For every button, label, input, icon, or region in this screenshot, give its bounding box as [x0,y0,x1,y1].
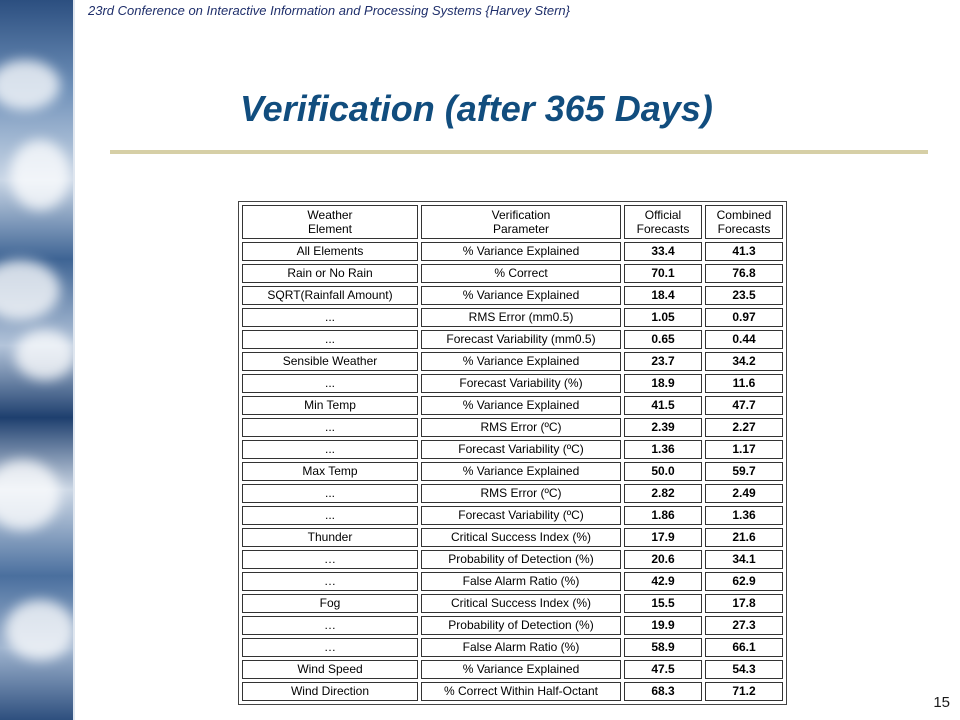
column-header-combined-forecasts [705,205,783,239]
cell-combined-forecast: 1.36 [705,506,783,525]
cell-weather-element: Wind Direction [242,682,418,701]
table-row [242,352,783,371]
table-row [242,308,783,327]
cell-combined-forecast: 27.3 [705,616,783,635]
cell-combined-forecast: 34.1 [705,550,783,569]
table-row [242,396,783,415]
cell-official-forecast: 47.5 [624,660,702,679]
cell-weather-element: … [242,572,418,591]
cell-weather-element: All Elements [242,242,418,261]
cell-verification-parameter: Critical Success Index (%) [421,528,621,547]
column-header-line: Official [644,208,682,222]
cell-official-forecast: 1.86 [624,506,702,525]
table-row [242,682,783,701]
cell-weather-element: … [242,616,418,635]
cell-weather-element: Min Temp [242,396,418,415]
cell-official-forecast: 2.82 [624,484,702,503]
table-row [242,374,783,393]
column-header-line: Forecasts [636,222,690,236]
cell-verification-parameter: % Correct Within Half-Octant [421,682,621,701]
conference-header: 23rd Conference on Interactive Information and Processing Systems {Harvey Stern} [88,3,570,18]
table-row [242,616,783,635]
cell-verification-parameter: False Alarm Ratio (%) [421,638,621,657]
cell-combined-forecast: 23.5 [705,286,783,305]
table-body [242,242,783,701]
cell-weather-element: ... [242,418,418,437]
cell-official-forecast: 1.05 [624,308,702,327]
cell-weather-element: Rain or No Rain [242,264,418,283]
cell-official-forecast: 18.4 [624,286,702,305]
column-header-line: Weather [307,208,353,222]
title-underline [110,150,928,154]
cell-official-forecast: 68.3 [624,682,702,701]
cell-official-forecast: 1.36 [624,440,702,459]
cell-official-forecast: 42.9 [624,572,702,591]
cell-weather-element: ... [242,330,418,349]
cell-combined-forecast: 41.3 [705,242,783,261]
cell-weather-element: SQRT(Rainfall Amount) [242,286,418,305]
cell-verification-parameter: % Variance Explained [421,352,621,371]
cell-combined-forecast: 59.7 [705,462,783,481]
table-row [242,572,783,591]
cell-verification-parameter: Forecast Variability (ºC) [421,506,621,525]
cell-combined-forecast: 0.97 [705,308,783,327]
table-header-row [242,205,783,239]
column-header-verification-parameter [421,205,621,239]
table-row [242,484,783,503]
cell-official-forecast: 33.4 [624,242,702,261]
page-number: 15 [933,694,950,711]
cell-verification-parameter: RMS Error (ºC) [421,418,621,437]
cell-combined-forecast: 2.27 [705,418,783,437]
cell-official-forecast: 20.6 [624,550,702,569]
table-row [242,638,783,657]
cell-combined-forecast: 76.8 [705,264,783,283]
cell-official-forecast: 41.5 [624,396,702,415]
cell-official-forecast: 23.7 [624,352,702,371]
cell-official-forecast: 58.9 [624,638,702,657]
column-header-weather-element [242,205,418,239]
table-row [242,462,783,481]
column-header-line: Combined [716,208,772,222]
table-row [242,330,783,349]
cell-combined-forecast: 1.17 [705,440,783,459]
table-row [242,594,783,613]
cell-verification-parameter: % Correct [421,264,621,283]
column-header-line: Verification [491,208,551,222]
cell-official-forecast: 17.9 [624,528,702,547]
cell-official-forecast: 0.65 [624,330,702,349]
verification-table [238,201,787,705]
cell-verification-parameter: % Variance Explained [421,660,621,679]
table-row [242,506,783,525]
cell-verification-parameter: Forecast Variability (%) [421,374,621,393]
cell-official-forecast: 50.0 [624,462,702,481]
cell-verification-parameter: Probability of Detection (%) [421,616,621,635]
cell-weather-element: ... [242,506,418,525]
slide-title: Verification (after 365 Days) [240,88,713,129]
cell-verification-parameter: % Variance Explained [421,396,621,415]
cell-combined-forecast: 34.2 [705,352,783,371]
cell-combined-forecast: 21.6 [705,528,783,547]
table-row [242,660,783,679]
cell-official-forecast: 19.9 [624,616,702,635]
cell-combined-forecast: 11.6 [705,374,783,393]
table-row [242,286,783,305]
column-header-line: Parameter [492,222,550,236]
cell-verification-parameter: Critical Success Index (%) [421,594,621,613]
cell-combined-forecast: 66.1 [705,638,783,657]
cell-weather-element: Wind Speed [242,660,418,679]
cell-official-forecast: 15.5 [624,594,702,613]
cell-verification-parameter: Forecast Variability (mm0.5) [421,330,621,349]
cell-weather-element: Max Temp [242,462,418,481]
cell-official-forecast: 70.1 [624,264,702,283]
cell-verification-parameter: % Variance Explained [421,242,621,261]
cell-weather-element: … [242,550,418,569]
cell-weather-element: Thunder [242,528,418,547]
cell-weather-element: … [242,638,418,657]
sidebar-divider [73,0,75,720]
cell-combined-forecast: 62.9 [705,572,783,591]
column-header-official-forecasts [624,205,702,239]
cell-weather-element: ... [242,484,418,503]
cell-combined-forecast: 71.2 [705,682,783,701]
cell-weather-element: ... [242,374,418,393]
cell-weather-element: ... [242,308,418,327]
table-row [242,264,783,283]
table-row [242,440,783,459]
cell-combined-forecast: 0.44 [705,330,783,349]
cell-weather-element: Fog [242,594,418,613]
table-row [242,528,783,547]
cell-verification-parameter: RMS Error (ºC) [421,484,621,503]
table-row [242,242,783,261]
cell-weather-element: Sensible Weather [242,352,418,371]
cell-verification-parameter: % Variance Explained [421,462,621,481]
cell-verification-parameter: Forecast Variability (ºC) [421,440,621,459]
cell-combined-forecast: 2.49 [705,484,783,503]
cell-official-forecast: 2.39 [624,418,702,437]
cell-verification-parameter: Probability of Detection (%) [421,550,621,569]
table-row [242,550,783,569]
cell-weather-element: ... [242,440,418,459]
cell-combined-forecast: 17.8 [705,594,783,613]
cell-official-forecast: 18.9 [624,374,702,393]
column-header-line: Forecasts [717,222,771,236]
cell-verification-parameter: % Variance Explained [421,286,621,305]
cell-combined-forecast: 47.7 [705,396,783,415]
cell-verification-parameter: RMS Error (mm0.5) [421,308,621,327]
cell-combined-forecast: 54.3 [705,660,783,679]
cell-verification-parameter: False Alarm Ratio (%) [421,572,621,591]
table-row [242,418,783,437]
cloud-sky-image [0,0,73,720]
column-header-line: Element [307,222,353,236]
